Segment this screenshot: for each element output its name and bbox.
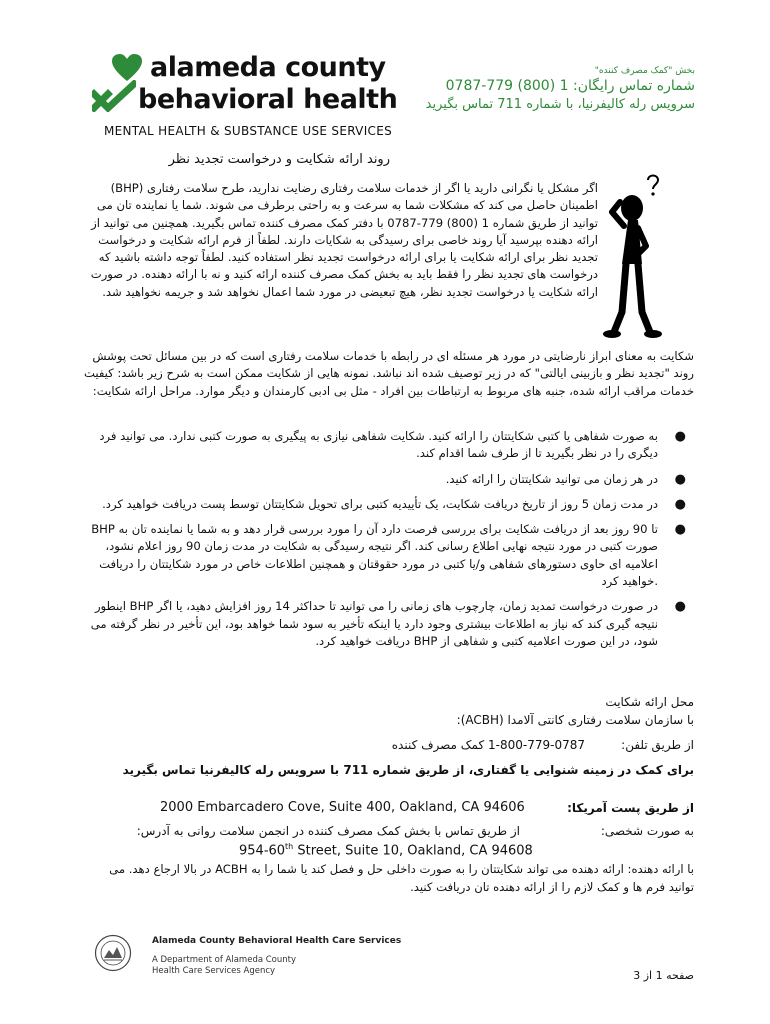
phone-value: 1-800-779-0787 کمک مصرف کننده: [391, 738, 585, 752]
inperson-text: از طریق تماس با بخش کمک مصرف کننده در انجمن سلامت روانی به آدرس:: [136, 824, 520, 838]
step-text: در صورت درخواست تمدید زمان، چارچوب های زمانی را می توانید تا حداکثر 14 روز افزایش دهید، یا اگر BHP اینطور نتیجه گیری کند که نیاز به اطلاعات بیشتری وجود دارد یا اینکه تأخیر به سود شما خواهد بود، این تأخیر در نظر گرفته می شود، در این صورت اعلامیه کتبی و شفاهی از BHP دریافت خواهید کرد.: [90, 599, 658, 648]
mail-address: 2000 Embarcadero Cove, Suite 400, Oakland, CA 94606: [160, 800, 525, 815]
tagline: MENTAL HEALTH & SUBSTANCE USE SERVICES: [104, 124, 393, 138]
steps-list: [86, 428, 694, 658]
step-text: در مدت زمان 5 روز از تاریخ دریافت شکایت، یک تأییدیه کتبی برای تحویل شکایتتان توسط پست دریافت خواهید کرد.: [102, 496, 658, 511]
footer-agency: Health Care Services Agency: [152, 966, 276, 976]
county-seal-icon: [94, 934, 132, 972]
step-text: در هر زمان می توانید شکایتتان را ارائه کنید.: [445, 471, 658, 486]
inperson-address-prefix: 954-60: [239, 843, 286, 859]
section-title: محل ارائه شکایت: [605, 695, 694, 709]
page-title: روند ارائه شکایت و درخواست تجدید نظر: [168, 152, 390, 167]
inperson-address: [239, 842, 533, 858]
provider-paragraph: با ارائه دهنده: ارائه دهنده می تواند شکایتتان را به صورت داخلی حل و فصل کند یا شما را به ACBH در بالا ارجاع دهد. می توانید فرم ها و کمک لازم را از ارائه دهنده تان دریافت کنید.: [109, 862, 694, 894]
tty-line: برای کمک در زمینه شنوایی یا گفتاری، از طریق شماره 711 با سرویس رله کالیفرنیا تماس بگیرید: [122, 763, 694, 777]
step-text: BHP تا 90 روز بعد از دریافت شکایت برای بررسی فرصت دارد آن را مورد بررسی قرار دهد و به شما یا نماینده تان به صورت کتبی در مورد نتیجه نهایی اطلاع رسانی کند. اگر نتیجه رسیدگی به شکایت در مدت زمان 90 روز اعلام نشود، اعلامیه ای حاوی دستورهای شفاهی و/یا کتبی در مورد حقوقتان و همچنین اطلاعات خاص در مورد شکایتتان را دریافت خواهید کرد.: [91, 522, 658, 589]
bullet-icon: ●: [674, 471, 686, 487]
page-number: صفحه 1 از 3: [633, 969, 694, 982]
access-label: بخش "کمک مصرف کننده": [594, 66, 695, 76]
definition-paragraph: شکایت به معنای ابراز نارضایتی در مورد هر مسئله ای در رابطه با خدمات سلامت رفتاری است که در بین مسائل تحت پوشش روند "تجدید نظر و بازبینی ایالتی" که در زیر توصیف شده اند نباشد. نمونه هایی از شکایت ممکن است به شرح زیر باشد: کیفیت خدمات مراقب ارائه شده، جنبه های مربوط به ارتباطات بین افراد - مثل بی ادبی کارمندان و دیگر موارد. مراحل ارائه شکایت:: [83, 349, 694, 398]
footer-org: Alameda County Behavioral Health Care Services: [152, 936, 402, 946]
cross-icon: [92, 80, 136, 112]
org-line: با سازمان سلامت رفتاری کانتی آلامدا (ACBH):: [456, 713, 694, 727]
list-item: [86, 521, 694, 590]
list-item: [86, 471, 694, 488]
logo-text-line2: behavioral health: [138, 84, 398, 115]
list-item: [86, 598, 694, 650]
list-item: [86, 496, 694, 513]
inperson-address-sup: th: [285, 842, 294, 851]
thinking-person-icon: [600, 172, 670, 340]
relay-line: سرویس رله کالیفرنیا، با شماره 711 تماس بگیرید: [425, 97, 695, 112]
step-text: به صورت شفاهی یا کتبی شکایتتان را ارائه کنید. شکایت شفاهی نیازی به پیگیری به صورت کتبی ندارد. می توانید فرد دیگری را در نظر بگیرید تا از طرف شما اقدام کند.: [99, 429, 658, 461]
bullet-icon: ●: [674, 429, 686, 444]
inperson-address-suffix: Street, Suite 10, Oakland, CA 94608: [293, 843, 533, 859]
logo-text-line1: alameda county: [150, 52, 386, 83]
mail-label: از طریق پست آمریکا:: [567, 801, 694, 815]
inperson-label: به صورت شخصی:: [600, 824, 694, 838]
footer-dept: A Department of Alameda County: [152, 955, 297, 965]
access-phone: شماره تماس رایگان: 1 (800) 779-0787: [445, 78, 695, 94]
bullet-icon: ●: [674, 522, 686, 538]
bullet-icon: ●: [674, 599, 686, 615]
bullet-icon: ●: [674, 496, 686, 512]
intro-paragraph: اگر مشکل یا نگرانی دارید یا اگر از خدمات سلامت رفتاری رضایت ندارید، طرح سلامت رفتاری (BHP) اطمینان حاصل می کند که مشکلات شما به سرعت و به راحتی برطرف می شوند. شما یا نماینده تان می توانید از طریق شماره 1 (800) 779-0787 با دفتر کمک مصرف کننده تماس بگیرید. همچنین می توانید از ارائه دهنده بپرسید آیا روند خاصی برای رسیدگی به شکایات دارند. لطفاً از فرم ارائه شکایت و درخواست تجدید نظر برای ارائه شکایت یا برای ارائه درخواست تجدید نظر استفاده کنید. لطفاً توجه داشته باشید که درخواست های تجدید نظر را فقط باید به بخش کمک مصرف کننده ارائه کنید و نه با ارائه دهنده. در صورت ارائه شکایت یا درخواست تجدید نظر، هیچ تبعیضی در مورد شما اعمال نخواهد شد و جریمه نخواهید شد.: [90, 181, 598, 299]
list-item: [86, 428, 694, 463]
heart-icon: [112, 54, 142, 82]
phone-label: از طریق تلفن:: [621, 738, 694, 752]
